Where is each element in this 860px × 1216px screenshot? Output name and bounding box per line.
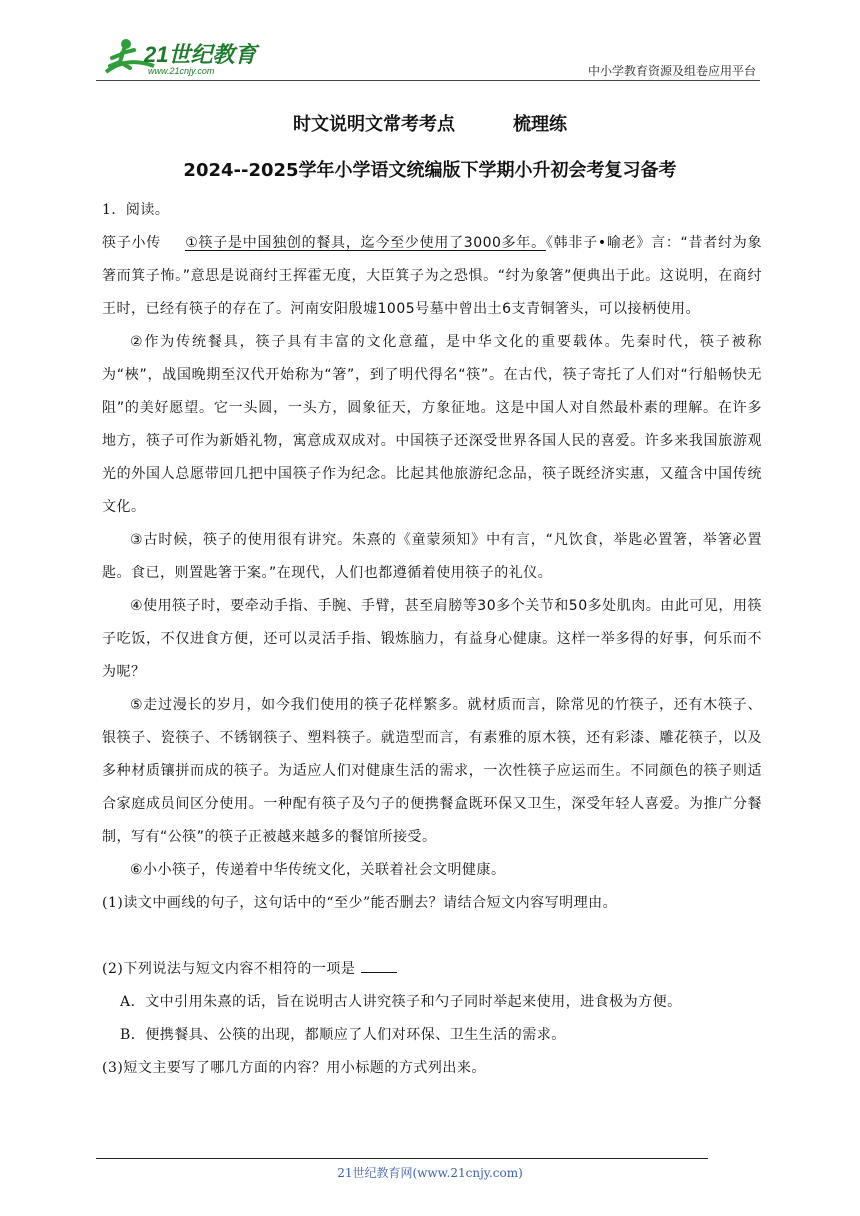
page-title: [0, 110, 860, 136]
question-content: [102, 194, 762, 1085]
paragraph-6: ⑥小小筷子，传递着中华传统文化，关联着社会文明健康。: [130, 862, 506, 878]
paragraph-3: ③古时候，筷子的使用很有讲究。朱熹的《童蒙须知》中有言，“凡饮食，举匙必置箸，举箸必置匙。食已，则置匙箸于案。”在现代，人们也都遵循着使用筷子的礼仪。: [102, 532, 762, 581]
paragraph-4: ④使用筷子时，要牵动手指、手腕、手臂，甚至肩膀等30多个关节和50多处肌肉。由此可见，用筷子吃饭，不仅进食方便，还可以灵活手指、锻炼脑力，有益身心健康。这样一举多得的好事，何乐而不为呢？: [102, 598, 762, 680]
answer-space: [102, 920, 762, 953]
title-main: 时文说明文常考考点: [293, 114, 455, 135]
answer-blank[interactable]: [361, 958, 397, 973]
option-b: B．便携餐具、公筷的出现，都顺应了人们对环保、卫生生活的需求。: [120, 1027, 566, 1043]
footer-text: 21世纪教育网(www.21cnjy.com): [337, 1166, 523, 1180]
header-divider: [96, 80, 760, 81]
underlined-sentence: ①筷子是中国独创的餐具，迄今至少使用了3000多年。: [184, 235, 546, 251]
page-subtitle: 2024--2025学年小学语文统编版下学期小升初会考复习备考: [183, 160, 677, 181]
logo-url: www.21cnjy.com: [148, 66, 215, 76]
logo-text: 21世纪教育: [144, 42, 257, 67]
paragraph-1-rest: 《韩非子•喻老》言：“昔者纣为象箸而箕子怖。”意思是说商纣王挥霍无度，大臣箕子为之恐惧。“纣为象箸”便典出于此。这说明，在商纣王时，已经有筷子的存在了。河南安阳殷墟1005号墓中曾出土6支青铜箸头，可以接柄使用。: [102, 235, 763, 317]
sub-question-2-text: (2)下列说法与短文内容不相符的一项是: [102, 961, 356, 977]
paragraph-1: [102, 227, 762, 326]
sub-question-1: (1)读文中画线的句子，这句话中的“至少”能否删去？请结合短文内容写明理由。: [102, 895, 618, 911]
question-number: 1．阅读。: [102, 202, 170, 218]
title-sub: 梳理练: [513, 114, 567, 135]
option-a: A．文中引用朱熹的话，旨在说明古人讲究筷子和勺子同时举起来使用，进食极为方便。: [120, 994, 682, 1010]
paragraph-2: ②作为传统餐具，筷子具有丰富的文化意蕴，是中华文化的重要载体。先秦时代，筷子被称为“梜”，战国晚期至汉代开始称为“箸”，到了明代得名“筷”。在古代，筷子寄托了人们对“行船畅快无阻”的美好愿望。它一头圆，一头方，圆象征天，方象征地。这是中国人对自然最朴素的理解。在许多地方，筷子可作为新婚礼物，寓意成双成对。中国筷子还深受世界各国人民的喜爱。许多来我国旅游观光的外国人总愿带回几把中国筷子作为纪念。比起其他旅游纪念品，筷子既经济实惠，又蕴含中国传统文化。: [102, 334, 762, 515]
site-logo: [96, 36, 266, 80]
paragraph-5: ⑤走过漫长的岁月，如今我们使用的筷子花样繁多。就材质而言，除常见的竹筷子，还有木筷子、银筷子、瓷筷子、不锈钢筷子、塑料筷子。就造型而言，有素雅的原木筷，还有彩漆、雕花筷子，以及多种材质镶拼而成的筷子。为适应人们对健康生活的需求，一次性筷子应运而生。不同颜色的筷子则适合家庭成员间区分使用。一种配有筷子及勺子的便携餐盒既环保又卫生，深受年轻人喜爱。为推广分餐制，写有“公筷”的筷子正被越来越多的餐馆所接受。: [102, 697, 762, 845]
footer-divider: [96, 1158, 708, 1159]
runner-logo-icon: [96, 36, 266, 80]
sub-question-2: [102, 953, 762, 986]
platform-label: 中小学教育资源及组卷应用平台: [587, 64, 756, 78]
article-title: 筷子小传: [102, 235, 161, 251]
sub-question-3: (3)短文主要写了哪几方面的内容？用小标题的方式列出来。: [102, 1060, 486, 1076]
